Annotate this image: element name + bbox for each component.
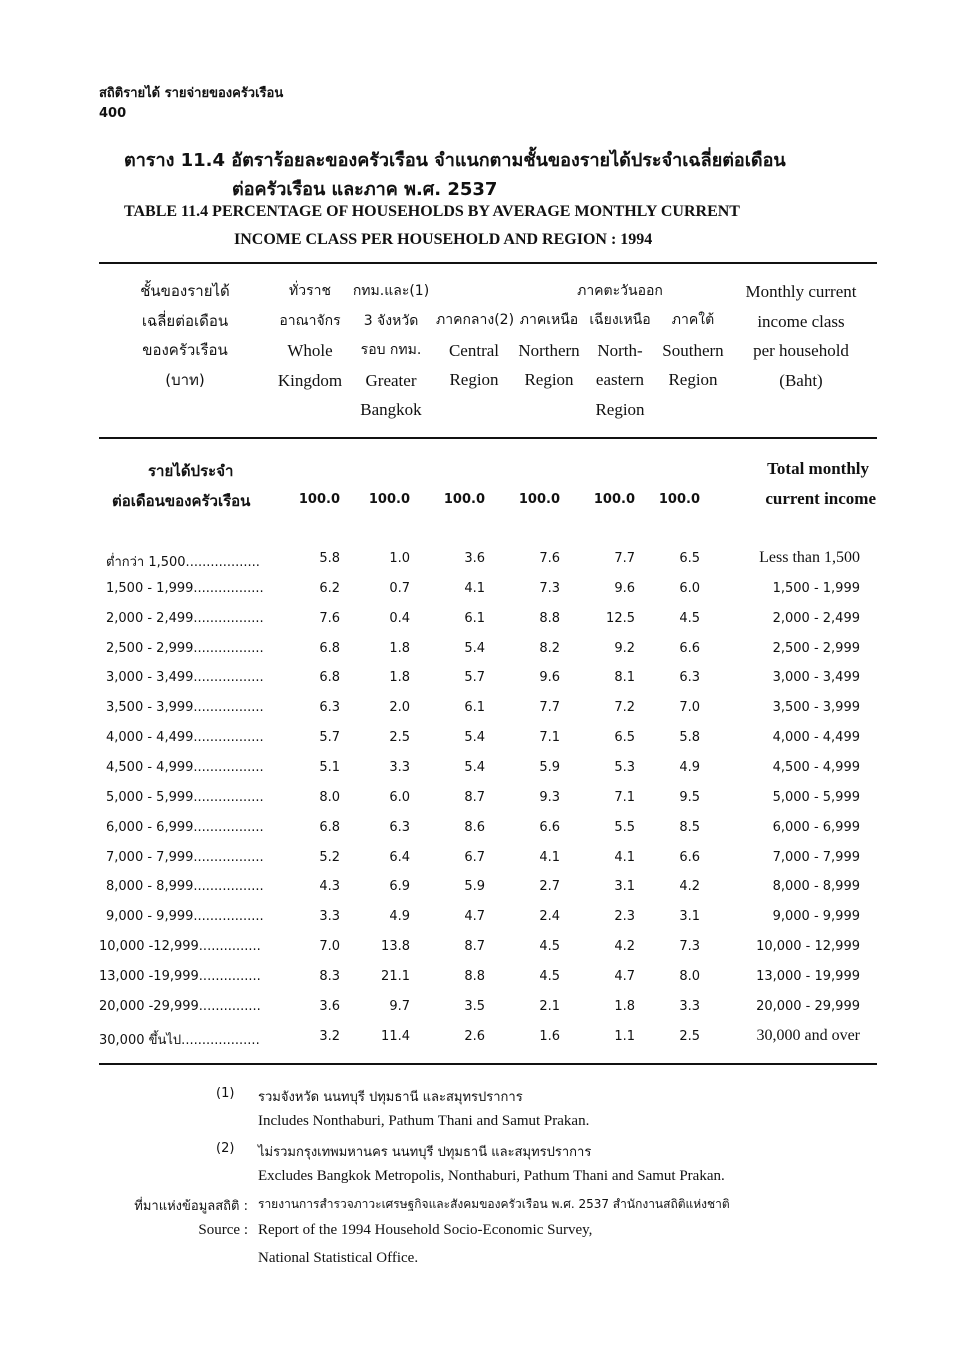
header-whole-th: ทั่วราช <box>289 283 331 299</box>
row-value: 6.2 <box>319 581 340 596</box>
row-value: 5.4 <box>464 730 485 745</box>
row-value: 6.3 <box>319 700 340 715</box>
row-value: 6.1 <box>464 611 485 626</box>
title-thai-line1: ตาราง 11.4 อัตราร้อยละของครัวเรือน จำแนกตามชั้นของรายได้ประจำเฉลี่ยต่อเดือน <box>124 150 786 171</box>
row-value: 6.6 <box>679 850 700 865</box>
row-value: 8.5 <box>679 820 700 835</box>
source-label-thai: ที่มาแห่งข้อมูลสถิติ : <box>134 1199 248 1214</box>
row-value: 7.7 <box>614 551 635 566</box>
total-value: 100.0 <box>658 492 700 507</box>
title-english-line1: TABLE 11.4 PERCENTAGE OF HOUSEHOLDS BY AVERAGE MONTHLY CURRENT <box>124 203 740 220</box>
row-income-class-th: ต่ำกว่า 1,500.................. <box>106 555 260 570</box>
row-income-class-th: 10,000 -12,999............... <box>99 939 261 954</box>
header-whole-th: อาณาจักร <box>279 312 341 329</box>
row-income-class-th: 6,000 - 6,999................. <box>106 820 264 835</box>
row-value: 4.1 <box>614 850 635 865</box>
header-north-en: Region <box>524 370 574 389</box>
row-income-class-th: 13,000 -19,999............... <box>99 969 261 984</box>
row-value: 1.8 <box>389 641 410 656</box>
row-value: 5.7 <box>464 670 485 685</box>
header-left-line: ชั้นของรายได้ <box>140 282 230 300</box>
row-value: 8.8 <box>464 969 485 984</box>
row-value: 6.8 <box>319 820 340 835</box>
row-value: 1.0 <box>389 551 410 566</box>
row-value: 4.7 <box>614 969 635 984</box>
row-income-class-th: 9,000 - 9,999................. <box>106 909 264 924</box>
header-whole-en: Kingdom <box>277 370 343 390</box>
header-central-en: Central <box>448 340 500 360</box>
row-value: 3.2 <box>319 1029 340 1044</box>
total-value: 100.0 <box>518 492 560 507</box>
table-bottom-rule <box>99 1063 877 1065</box>
row-value: 8.0 <box>319 790 340 805</box>
header-bkk-th: กทม.และ(1) <box>352 283 430 299</box>
row-value: 11.4 <box>381 1029 410 1044</box>
header-northeastern-region <box>585 306 655 424</box>
header-northeast-group-th: ภาคตะวันออก <box>577 283 663 299</box>
header-bkk-th: 3 จังหวัด <box>363 312 419 329</box>
row-value: 5.4 <box>464 760 485 775</box>
row-value: 4.9 <box>389 909 410 924</box>
total-value: 100.0 <box>298 492 340 507</box>
row-value: 7.7 <box>539 700 560 715</box>
row-value: 4.5 <box>539 939 560 954</box>
row-value: 4.2 <box>679 879 700 894</box>
total-label-en-1: Total monthly <box>767 459 869 478</box>
source-thai: รายงานการสำรวจภาวะเศรษฐกิจและสังคมของครัวเรือน พ.ศ. 2537 สำนักงานสถิติแห่งชาติ <box>258 1197 730 1211</box>
row-value: 9.2 <box>614 641 635 656</box>
row-value: 6.5 <box>679 551 700 566</box>
row-income-class-en: 4,500 - 4,999 <box>772 760 860 775</box>
header-right-line: income class <box>757 311 845 331</box>
header-bkk-en: Bangkok <box>360 400 422 419</box>
row-income-class-th: 7,000 - 7,999................. <box>106 850 264 865</box>
footnote-1-thai: รวมจังหวัด นนทบุรี ปทุมธานี และสมุทรปราการ <box>258 1090 523 1105</box>
row-value: 2.5 <box>389 730 410 745</box>
header-bkk-th: รอบ กทม. <box>360 342 422 358</box>
row-value: 2.0 <box>389 700 410 715</box>
total-label-th-1: รายได้ประจำ <box>148 462 234 480</box>
row-value: 4.5 <box>679 611 700 626</box>
row-value: 3.3 <box>679 999 700 1014</box>
row-value: 2.7 <box>539 879 560 894</box>
row-income-class-th: 3,000 - 3,499................. <box>106 670 264 685</box>
row-value: 8.8 <box>539 611 560 626</box>
row-income-class-th: 4,500 - 4,999................. <box>106 760 264 775</box>
row-value: 3.1 <box>614 879 635 894</box>
header-left-income-class-th <box>100 277 270 395</box>
row-income-class-th: 5,000 - 5,999................. <box>106 790 264 805</box>
row-value: 4.2 <box>614 939 635 954</box>
page-number: 400 <box>99 106 127 121</box>
row-value: 6.7 <box>464 850 485 865</box>
row-value: 6.3 <box>389 820 410 835</box>
header-bottom-rule <box>99 437 877 439</box>
row-value: 6.1 <box>464 700 485 715</box>
row-income-class-th: 2,500 - 2,999................. <box>106 641 264 656</box>
row-value: 8.7 <box>464 790 485 805</box>
source-english-1: Report of the 1994 Household Socio-Economic Survey, <box>258 1222 593 1238</box>
row-value: 5.2 <box>319 850 340 865</box>
row-value: 6.8 <box>319 670 340 685</box>
row-value: 5.8 <box>319 551 340 566</box>
row-income-class-en: 20,000 - 29,999 <box>756 999 860 1014</box>
header-right-line: per household <box>753 341 849 360</box>
row-value: 8.7 <box>464 939 485 954</box>
row-value: 6.3 <box>679 670 700 685</box>
row-value: 12.5 <box>606 611 635 626</box>
header-right-line: (Baht) <box>779 370 823 390</box>
footnote-1-marker: (1) <box>216 1086 235 1101</box>
row-value: 2.4 <box>539 909 560 924</box>
row-value: 8.3 <box>319 969 340 984</box>
row-value: 6.9 <box>389 879 410 894</box>
row-value: 5.8 <box>679 730 700 745</box>
row-income-class-en: 8,000 - 8,999 <box>772 879 860 894</box>
row-income-class-en: 3,500 - 3,999 <box>772 700 860 715</box>
row-value: 21.1 <box>381 969 410 984</box>
header-south-en: Region <box>668 370 718 389</box>
row-value: 6.4 <box>389 850 410 865</box>
row-value: 6.6 <box>679 641 700 656</box>
row-value: 5.1 <box>319 760 340 775</box>
header-northeast-en: Region <box>595 399 645 419</box>
row-value: 13.8 <box>381 939 410 954</box>
title-thai-line2: ต่อครัวเรือน และภาค พ.ศ. 2537 <box>232 179 498 200</box>
row-value: 0.7 <box>389 581 410 596</box>
row-value: 7.1 <box>614 790 635 805</box>
row-value: 6.8 <box>319 641 340 656</box>
row-value: 6.0 <box>389 790 410 805</box>
row-value: 9.6 <box>614 581 635 596</box>
header-whole-en: Whole <box>287 341 333 360</box>
row-income-class-en: Less than 1,500 <box>759 549 860 566</box>
total-value: 100.0 <box>368 492 410 507</box>
header-greater-bangkok <box>350 277 432 425</box>
row-value: 3.5 <box>464 999 485 1014</box>
source-english-2: National Statistical Office. <box>258 1250 419 1266</box>
row-income-class-en: 3,000 - 3,499 <box>772 670 860 685</box>
row-value: 4.1 <box>464 581 485 596</box>
row-value: 1.6 <box>539 1029 560 1044</box>
header-northeast-en: eastern <box>595 370 645 389</box>
row-value: 3.6 <box>464 551 485 566</box>
row-value: 3.6 <box>319 999 340 1014</box>
row-value: 5.5 <box>614 820 635 835</box>
row-value: 5.7 <box>319 730 340 745</box>
header-northern-region <box>513 306 585 395</box>
row-value: 5.9 <box>464 879 485 894</box>
row-income-class-en: 9,000 - 9,999 <box>772 909 860 924</box>
row-income-class-en: 13,000 - 19,999 <box>756 969 860 984</box>
row-value: 3.1 <box>679 909 700 924</box>
row-value: 7.3 <box>539 581 560 596</box>
row-income-class-th: 4,000 - 4,499................. <box>106 730 264 745</box>
row-value: 7.1 <box>539 730 560 745</box>
header-bkk-en: Greater <box>365 370 417 390</box>
footnote-2-thai: ไม่รวมกรุงเทพมหานคร นนทบุรี ปทุมธานี และสมุทรปราการ <box>258 1145 592 1160</box>
row-value: 1.8 <box>389 670 410 685</box>
row-value: 7.0 <box>319 939 340 954</box>
row-value: 4.3 <box>319 879 340 894</box>
row-value: 7.0 <box>679 700 700 715</box>
header-left-line: (บาท) <box>165 370 205 389</box>
header-south-th: ภาคใต้ <box>671 312 715 328</box>
row-value: 5.3 <box>614 760 635 775</box>
total-label-en-2: current income <box>765 489 876 508</box>
row-value: 7.3 <box>679 939 700 954</box>
row-income-class-en: 1,500 - 1,999 <box>772 581 860 596</box>
row-value: 9.3 <box>539 790 560 805</box>
row-income-class-en: 2,500 - 2,999 <box>772 641 860 656</box>
row-value: 8.1 <box>614 670 635 685</box>
row-value: 6.6 <box>539 820 560 835</box>
header-northeast-group <box>560 277 680 307</box>
row-value: 6.5 <box>614 730 635 745</box>
row-value: 4.9 <box>679 760 700 775</box>
total-value: 100.0 <box>443 492 485 507</box>
row-value: 9.6 <box>539 670 560 685</box>
row-value: 3.3 <box>319 909 340 924</box>
header-north-th: ภาคเหนือ <box>519 312 579 328</box>
header-southern-region <box>655 306 731 395</box>
table-top-rule <box>99 262 877 264</box>
header-central-en: Region <box>449 370 499 389</box>
header-central-th: ภาคกลาง(2) <box>436 312 515 328</box>
row-income-class-th: 30,000 ขึ้นไป................... <box>99 1033 260 1048</box>
header-northeast-th: เฉียงเหนือ <box>589 312 651 328</box>
row-income-class-th: 20,000 -29,999............... <box>99 999 261 1014</box>
total-label-th-2: ต่อเดือนของครัวเรือน <box>112 492 251 510</box>
header-right-income-class-en <box>731 277 871 395</box>
row-value: 8.2 <box>539 641 560 656</box>
header-south-en: Southern <box>662 340 724 360</box>
source-label-english: Source : <box>198 1222 248 1238</box>
header-northeast-en: North- <box>597 340 643 360</box>
running-header-title: สถิติรายได้ รายจ่ายของครัวเรือน <box>99 86 284 101</box>
title-english-line2: INCOME CLASS PER HOUSEHOLD AND REGION : 1994 <box>234 231 653 248</box>
row-income-class-th: 8,000 - 8,999................. <box>106 879 264 894</box>
header-right-line: Monthly current <box>745 282 857 301</box>
row-value: 2.3 <box>614 909 635 924</box>
row-income-class-en: 4,000 - 4,499 <box>772 730 860 745</box>
header-left-line: ของครัวเรือน <box>142 341 228 359</box>
row-income-class-en: 5,000 - 5,999 <box>772 790 860 805</box>
row-value: 4.7 <box>464 909 485 924</box>
row-value: 1.1 <box>614 1029 635 1044</box>
row-value: 5.9 <box>539 760 560 775</box>
footnote-2-marker: (2) <box>216 1141 235 1156</box>
row-value: 2.6 <box>464 1029 485 1044</box>
row-income-class-en: 30,000 and over <box>756 1027 860 1044</box>
row-value: 1.8 <box>614 999 635 1014</box>
row-income-class-en: 2,000 - 2,499 <box>772 611 860 626</box>
row-value: 4.5 <box>539 969 560 984</box>
row-value: 9.7 <box>389 999 410 1014</box>
row-value: 0.4 <box>389 611 410 626</box>
row-value: 8.0 <box>679 969 700 984</box>
row-value: 7.2 <box>614 700 635 715</box>
header-central-region <box>436 306 515 395</box>
row-income-class-en: 7,000 - 7,999 <box>772 850 860 865</box>
header-whole-kingdom <box>270 277 350 395</box>
row-income-class-en: 6,000 - 6,999 <box>772 820 860 835</box>
row-value: 6.0 <box>679 581 700 596</box>
row-value: 9.5 <box>679 790 700 805</box>
row-value: 5.4 <box>464 641 485 656</box>
footnote-2-english: Excludes Bangkok Metropolis, Nonthaburi, Pathum Thani and Samut Prakan. <box>258 1168 725 1184</box>
row-value: 2.5 <box>679 1029 700 1044</box>
row-value: 7.6 <box>319 611 340 626</box>
row-value: 4.1 <box>539 850 560 865</box>
row-income-class-en: 10,000 - 12,999 <box>756 939 860 954</box>
row-income-class-th: 1,500 - 1,999................. <box>106 581 264 596</box>
row-value: 7.6 <box>539 551 560 566</box>
header-north-en: Northern <box>518 340 580 360</box>
row-income-class-th: 2,000 - 2,499................. <box>106 611 264 626</box>
footnote-1-english: Includes Nonthaburi, Pathum Thani and Samut Prakan. <box>258 1113 590 1129</box>
header-left-line: เฉลี่ยต่อเดือน <box>141 311 229 330</box>
row-value: 2.1 <box>539 999 560 1014</box>
row-value: 8.6 <box>464 820 485 835</box>
row-value: 3.3 <box>389 760 410 775</box>
row-income-class-th: 3,500 - 3,999................. <box>106 700 264 715</box>
total-value: 100.0 <box>593 492 635 507</box>
